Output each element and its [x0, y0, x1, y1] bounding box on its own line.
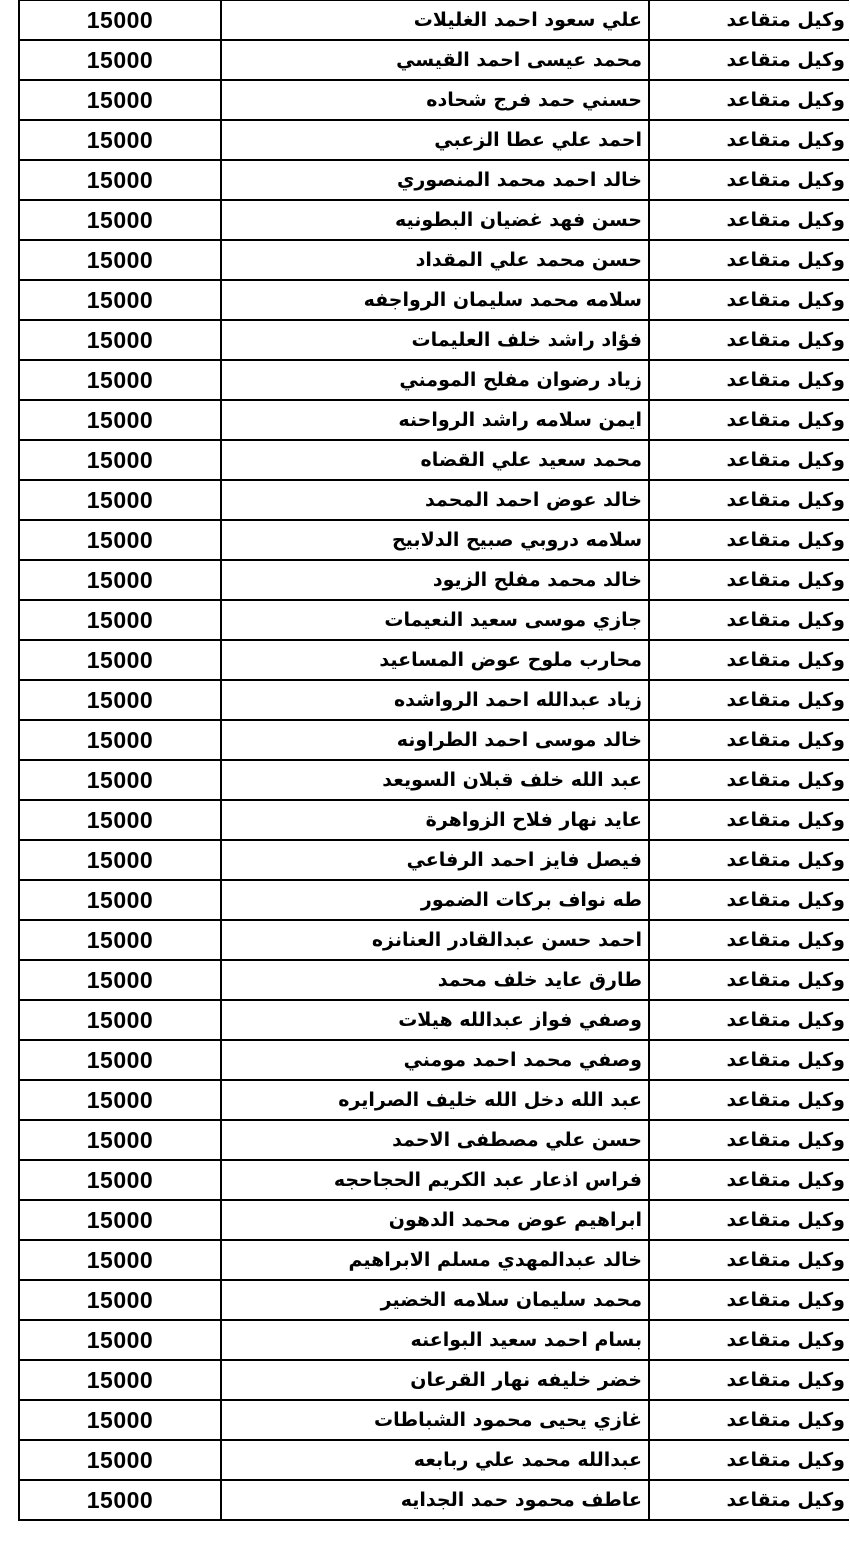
role-cell: وكيل متقاعد: [649, 1480, 849, 1520]
table-row: [19, 1040, 849, 1080]
amount-cell: 15000: [19, 1440, 221, 1480]
retiree-payment-table: [18, 0, 849, 1521]
amount-cell: 15000: [19, 920, 221, 960]
table-row: [19, 0, 849, 40]
role-cell: وكيل متقاعد: [649, 240, 849, 280]
amount-cell: 15000: [19, 680, 221, 720]
table-row: [19, 400, 849, 440]
table-row: [19, 680, 849, 720]
name-cell: خالد موسى احمد الطراونه: [221, 720, 649, 760]
amount-cell: 15000: [19, 120, 221, 160]
role-cell: وكيل متقاعد: [649, 160, 849, 200]
role-cell: وكيل متقاعد: [649, 1360, 849, 1400]
role-cell: وكيل متقاعد: [649, 1080, 849, 1120]
name-cell: عبد الله دخل الله خليف الصرايره: [221, 1080, 649, 1120]
name-cell: محارب ملوح عوض المساعيد: [221, 640, 649, 680]
amount-cell: 15000: [19, 1040, 221, 1080]
table-row: [19, 1080, 849, 1120]
name-cell: محمد عيسى احمد القيسي: [221, 40, 649, 80]
role-cell: وكيل متقاعد: [649, 440, 849, 480]
amount-cell: 15000: [19, 840, 221, 880]
table-row: [19, 120, 849, 160]
name-cell: محمد سعيد علي القضاه: [221, 440, 649, 480]
name-cell: حسن علي مصطفى الاحمد: [221, 1120, 649, 1160]
table-row: [19, 1000, 849, 1040]
name-cell: طارق عايد خلف محمد: [221, 960, 649, 1000]
amount-cell: 15000: [19, 1280, 221, 1320]
table-row: [19, 760, 849, 800]
table-row: [19, 800, 849, 840]
role-cell: وكيل متقاعد: [649, 520, 849, 560]
table-row: [19, 960, 849, 1000]
role-cell: وكيل متقاعد: [649, 1200, 849, 1240]
table-row: [19, 1480, 849, 1520]
name-cell: سلامه محمد سليمان الرواجفه: [221, 280, 649, 320]
amount-cell: 15000: [19, 200, 221, 240]
name-cell: بسام احمد سعيد البواعنه: [221, 1320, 649, 1360]
amount-cell: 15000: [19, 160, 221, 200]
role-cell: وكيل متقاعد: [649, 680, 849, 720]
amount-cell: 15000: [19, 240, 221, 280]
table-row: [19, 1240, 849, 1280]
name-cell: فيصل فايز احمد الرفاعي: [221, 840, 649, 880]
name-cell: عاطف محمود حمد الجدايه: [221, 1480, 649, 1520]
table-row: [19, 1360, 849, 1400]
table-row: [19, 1200, 849, 1240]
role-cell: وكيل متقاعد: [649, 640, 849, 680]
table-row: [19, 280, 849, 320]
role-cell: وكيل متقاعد: [649, 0, 849, 40]
name-cell: فراس اذعار عبد الكريم الحجاحجه: [221, 1160, 649, 1200]
amount-cell: 15000: [19, 320, 221, 360]
role-cell: وكيل متقاعد: [649, 600, 849, 640]
table-row: [19, 240, 849, 280]
role-cell: وكيل متقاعد: [649, 960, 849, 1000]
name-cell: احمد حسن عبدالقادر العنانزه: [221, 920, 649, 960]
table-row: [19, 1280, 849, 1320]
amount-cell: 15000: [19, 1320, 221, 1360]
amount-cell: 15000: [19, 1360, 221, 1400]
table-row: [19, 1320, 849, 1360]
table-row: [19, 440, 849, 480]
role-cell: وكيل متقاعد: [649, 1400, 849, 1440]
role-cell: وكيل متقاعد: [649, 400, 849, 440]
table-row: [19, 480, 849, 520]
name-cell: فؤاد راشد خلف العليمات: [221, 320, 649, 360]
role-cell: وكيل متقاعد: [649, 40, 849, 80]
role-cell: وكيل متقاعد: [649, 1000, 849, 1040]
amount-cell: 15000: [19, 640, 221, 680]
role-cell: وكيل متقاعد: [649, 320, 849, 360]
role-cell: وكيل متقاعد: [649, 880, 849, 920]
table-row: [19, 160, 849, 200]
amount-cell: 15000: [19, 800, 221, 840]
role-cell: وكيل متقاعد: [649, 1160, 849, 1200]
table-row: [19, 1440, 849, 1480]
amount-cell: 15000: [19, 1120, 221, 1160]
name-cell: وصفي فواز عبدالله هيلات: [221, 1000, 649, 1040]
table-row: [19, 880, 849, 920]
name-cell: طه نواف بركات الضمور: [221, 880, 649, 920]
name-cell: علي سعود احمد الغليلات: [221, 0, 649, 40]
table-row: [19, 40, 849, 80]
amount-cell: 15000: [19, 80, 221, 120]
name-cell: خالد محمد مفلح الزيود: [221, 560, 649, 600]
role-cell: وكيل متقاعد: [649, 800, 849, 840]
name-cell: زياد رضوان مفلح المومني: [221, 360, 649, 400]
amount-cell: 15000: [19, 1240, 221, 1280]
amount-cell: 15000: [19, 480, 221, 520]
table-row: [19, 600, 849, 640]
amount-cell: 15000: [19, 1000, 221, 1040]
name-cell: عبد الله خلف قبلان السويعد: [221, 760, 649, 800]
table-row: [19, 1160, 849, 1200]
amount-cell: 15000: [19, 720, 221, 760]
role-cell: وكيل متقاعد: [649, 480, 849, 520]
amount-cell: 15000: [19, 0, 221, 40]
role-cell: وكيل متقاعد: [649, 920, 849, 960]
role-cell: وكيل متقاعد: [649, 1120, 849, 1160]
role-cell: وكيل متقاعد: [649, 360, 849, 400]
amount-cell: 15000: [19, 520, 221, 560]
name-cell: خالد احمد محمد المنصوري: [221, 160, 649, 200]
role-cell: وكيل متقاعد: [649, 1320, 849, 1360]
amount-cell: 15000: [19, 960, 221, 1000]
role-cell: وكيل متقاعد: [649, 1240, 849, 1280]
table-row: [19, 80, 849, 120]
table-row: [19, 1400, 849, 1440]
amount-cell: 15000: [19, 1480, 221, 1520]
table-row: [19, 1120, 849, 1160]
amount-cell: 15000: [19, 440, 221, 480]
name-cell: خالد عوض احمد المحمد: [221, 480, 649, 520]
name-cell: حسني حمد فرج شحاده: [221, 80, 649, 120]
role-cell: وكيل متقاعد: [649, 80, 849, 120]
amount-cell: 15000: [19, 1200, 221, 1240]
amount-cell: 15000: [19, 360, 221, 400]
name-cell: زياد عبدالله احمد الرواشده: [221, 680, 649, 720]
role-cell: وكيل متقاعد: [649, 280, 849, 320]
role-cell: وكيل متقاعد: [649, 200, 849, 240]
role-cell: وكيل متقاعد: [649, 1280, 849, 1320]
role-cell: وكيل متقاعد: [649, 760, 849, 800]
table-row: [19, 640, 849, 680]
amount-cell: 15000: [19, 600, 221, 640]
table-row: [19, 320, 849, 360]
name-cell: حسن محمد علي المقداد: [221, 240, 649, 280]
amount-cell: 15000: [19, 1400, 221, 1440]
table-row: [19, 520, 849, 560]
table-row: [19, 920, 849, 960]
name-cell: حسن فهد غضيان البطونيه: [221, 200, 649, 240]
amount-cell: 15000: [19, 1080, 221, 1120]
name-cell: ايمن سلامه راشد الرواحنه: [221, 400, 649, 440]
table-row: [19, 360, 849, 400]
name-cell: محمد سليمان سلامه الخضير: [221, 1280, 649, 1320]
table-body: [19, 0, 849, 1520]
amount-cell: 15000: [19, 760, 221, 800]
name-cell: جازي موسى سعيد النعيمات: [221, 600, 649, 640]
table-row: [19, 720, 849, 760]
name-cell: عبدالله محمد علي ربابعه: [221, 1440, 649, 1480]
name-cell: خالد عبدالمهدي مسلم الابراهيم: [221, 1240, 649, 1280]
role-cell: وكيل متقاعد: [649, 1440, 849, 1480]
amount-cell: 15000: [19, 1160, 221, 1200]
amount-cell: 15000: [19, 40, 221, 80]
table-row: [19, 560, 849, 600]
role-cell: وكيل متقاعد: [649, 120, 849, 160]
name-cell: سلامه دروبي صبيح الدلابيح: [221, 520, 649, 560]
table-row: [19, 840, 849, 880]
name-cell: عايد نهار فلاح الزواهرة: [221, 800, 649, 840]
amount-cell: 15000: [19, 880, 221, 920]
name-cell: ابراهيم عوض محمد الدهون: [221, 1200, 649, 1240]
name-cell: خضر خليفه نهار القرعان: [221, 1360, 649, 1400]
amount-cell: 15000: [19, 400, 221, 440]
name-cell: وصفي محمد احمد مومني: [221, 1040, 649, 1080]
amount-cell: 15000: [19, 280, 221, 320]
amount-cell: 15000: [19, 560, 221, 600]
role-cell: وكيل متقاعد: [649, 720, 849, 760]
role-cell: وكيل متقاعد: [649, 1040, 849, 1080]
name-cell: غازي يحيى محمود الشباطات: [221, 1400, 649, 1440]
role-cell: وكيل متقاعد: [649, 840, 849, 880]
role-cell: وكيل متقاعد: [649, 560, 849, 600]
table-row: [19, 200, 849, 240]
name-cell: احمد علي عطا الزعبي: [221, 120, 649, 160]
